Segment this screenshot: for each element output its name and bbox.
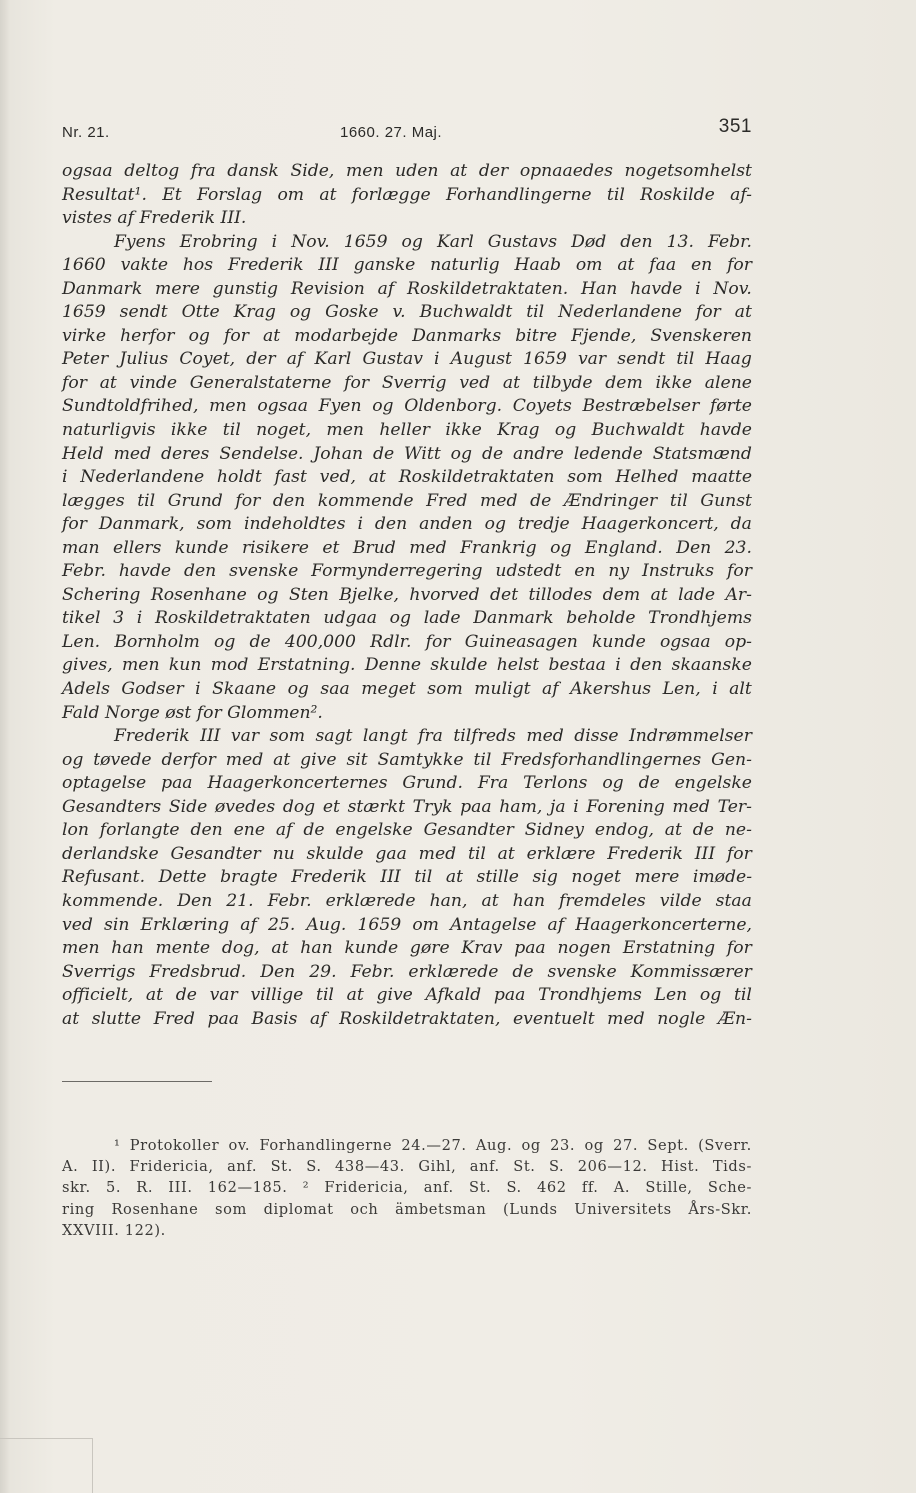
body-line: 1659 sendt Otte Krag og Goske v. Buchwaldt til Nederlandene for at: [62, 302, 752, 323]
body-line: men han mente dog, at han kunde gøre Krav paa nogen Erstatning for: [62, 938, 752, 959]
body-line: vistes af Frederik III.: [62, 208, 247, 229]
body-line: for at vinde Generalstaterne for Sverrig ved at tilbyde dem ikke alene: [62, 372, 752, 393]
body-line: Frederik III var som sagt langt fra tilfreds med disse Indrømmelser: [114, 726, 752, 747]
footnote-rule: [62, 1081, 212, 1082]
footnote-line: XXVIII. 122).: [62, 1221, 166, 1239]
body-line: Adels Godser i Skaane og saa meget som muligt af Akershus Len, i alt: [62, 679, 752, 700]
body-line: Peter Julius Coyet, der af Karl Gustav i August 1659 var sendt til Haag: [62, 349, 752, 370]
body-line: derlandske Gesandter nu skulde gaa med til at erklære Frederik III for: [62, 843, 752, 864]
body-line: Danmark mere gunstig Revision af Roskildetraktaten. Han havde i Nov.: [62, 278, 752, 299]
body-line: Fyens Erobring i Nov. 1659 og Karl Gustavs Død den 13. Febr.: [114, 231, 752, 252]
footnote-line: ring Rosenhane som diplomat och ämbetsman (Lunds Universitets Års-Skr.: [62, 1200, 752, 1218]
body-line: ved sin Erklæring af 25. Aug. 1659 om Antagelse af Haagerkoncerterne,: [62, 914, 752, 935]
body-line: gives, men kun mod Erstatning. Denne skulde helst bestaa i den skaanske: [62, 655, 752, 676]
running-head-left: Nr. 21.: [62, 124, 110, 141]
body-line: i Nederlandene holdt fast ved, at Roskildetraktaten som Helhed maatte: [62, 467, 752, 488]
margin-mark: [0, 1438, 93, 1493]
body-line: og tøvede derfor med at give sit Samtykke til Fredsforhandlingernes Gen-: [62, 749, 752, 770]
body-text: [62, 160, 752, 1031]
running-head-center: 1660. 27. Maj.: [340, 124, 443, 141]
footnote-line: A. II). Fridericia, anf. St. S. 438—43. Gihl, anf. St. S. 206—12. Hist. Tids-: [62, 1158, 752, 1176]
page-edge-shadow: [0, 0, 10, 1493]
body-line: Refusant. Dette bragte Frederik III til at stille sig noget mere imøde-: [62, 867, 752, 888]
body-line: Gesandters Side øvedes dog et stærkt Tryk paa ham, ja i Forening med Ter-: [62, 796, 752, 817]
body-line: lon forlangte den ene af de engelske Gesandter Sidney endog, at de ne-: [62, 820, 752, 841]
body-line: officielt, at de var villige til at give Afkald paa Trondhjems Len og til: [62, 985, 752, 1006]
body-line: tikel 3 i Roskildetraktaten udgaa og lade Danmark beholde Trondhjems: [62, 608, 752, 629]
body-line: optagelse paa Haagerkoncerternes Grund. Fra Terlons og de engelske: [62, 773, 752, 794]
body-line: Sverrigs Fredsbrud. Den 29. Febr. erklærede de svenske Kommissærer: [62, 961, 752, 982]
body-line: Sundtoldfrihed, men ogsaa Fyen og Oldenborg. Coyets Bestræbelser førte: [62, 396, 752, 417]
body-line: 1660 vakte hos Frederik III ganske naturlig Haab om at faa en for: [62, 255, 752, 276]
body-line: man ellers kunde risikere et Brud med Frankrig og England. Den 23.: [62, 537, 752, 558]
body-line: Len. Bornholm og de 400,000 Rdlr. for Guineasagen kunde ogsaa op-: [62, 631, 752, 652]
body-line: for Danmark, som indeholdtes i den anden og tredje Haagerkoncert, da: [62, 514, 752, 535]
body-line: Held med deres Sendelse. Johan de Witt og de andre ledende Statsmænd: [62, 443, 752, 464]
body-line: Febr. havde den svenske Formynderregering udstedt en ny Instruks for: [62, 561, 752, 582]
body-line: Schering Rosenhane og Sten Bjelke, hvorved det tillodes dem at lade Ar-: [62, 584, 752, 605]
body-line: at slutte Fred paa Basis af Roskildetraktaten, eventuelt med nogle Æn-: [62, 1008, 752, 1029]
body-line: virke herfor og for at modarbejde Danmarks bitre Fjende, Svenskeren: [62, 325, 752, 346]
page-number: 351: [718, 116, 752, 137]
body-line: ogsaa deltog fra dansk Side, men uden at der opnaaedes nogetsomhelst: [62, 161, 752, 181]
body-line: Resultat¹. Et Forslag om at forlægge Forhandlingerne til Roskilde af-: [62, 184, 752, 205]
footnotes: [62, 1135, 752, 1241]
body-line: Fald Norge øst for Glommen².: [62, 702, 323, 723]
body-line: kommende. Den 21. Febr. erklærede han, at han fremdeles vilde staa: [62, 890, 752, 911]
footnote-line: skr. 5. R. III. 162—185. ² Fridericia, anf. St. S. 462 ff. A. Stille, Sche-: [62, 1179, 752, 1197]
footnote-line: ¹ Protokoller ov. Forhandlingerne 24.—27. Aug. og 23. og 27. Sept. (Sverr.: [114, 1137, 752, 1154]
body-line: naturligvis ikke til noget, men heller ikke Krag og Buchwaldt havde: [62, 420, 752, 441]
body-line: lægges til Grund for den kommende Fred med de Ændringer til Gunst: [62, 490, 752, 511]
running-head: [62, 116, 752, 146]
